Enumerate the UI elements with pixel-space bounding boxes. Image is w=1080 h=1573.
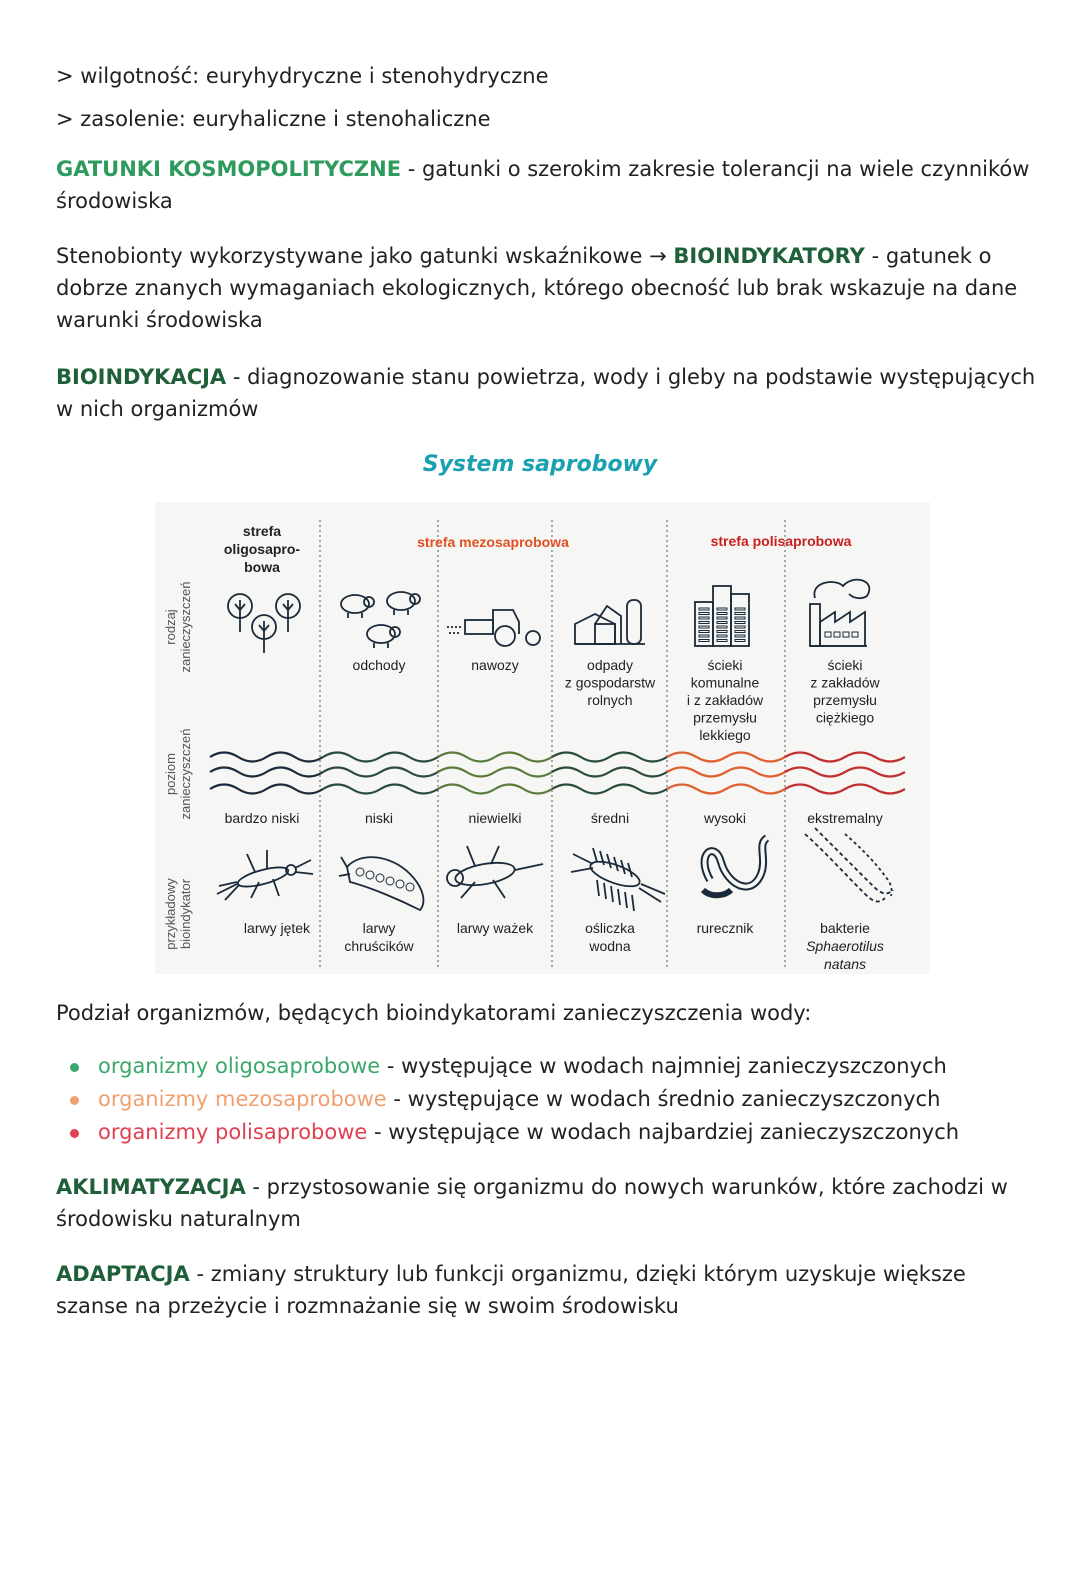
organism-label: chruścików: [344, 938, 414, 954]
source-label: przemysłu: [813, 692, 877, 708]
term-poli: organizmy polisaprobowe: [98, 1120, 368, 1144]
factory-icon: [810, 580, 869, 646]
source-label: z gospodarstw: [564, 674, 656, 691]
list-item-oligo: [70, 1050, 959, 1083]
level-label: niski: [364, 810, 394, 826]
water-wave: [438, 768, 552, 777]
level-label: ekstremalny: [807, 810, 883, 826]
diagram-title: System saprobowy: [422, 452, 658, 477]
term-kosmopolityczne: GATUNKI KOSMOPOLITYCZNE: [56, 157, 402, 181]
pig-icon: [341, 595, 374, 618]
water-wave: [438, 785, 552, 794]
water-louse-icon: [571, 848, 665, 911]
organism-label: rurecznik: [696, 920, 754, 936]
source-label: ciężkiego: [815, 709, 875, 726]
para-bioindykatory: [56, 240, 1036, 336]
def-oligo: - występujące w wodach najmniej zanieczyszczonych: [380, 1054, 947, 1078]
zone-label-oligo: bowa: [244, 559, 280, 575]
organism-label: bakterie: [820, 920, 870, 936]
source-label: komunalne: [690, 674, 760, 691]
term-oligo: organizmy oligosaprobowe: [98, 1054, 381, 1078]
bacteria-icon: [805, 828, 893, 901]
water-wave: [323, 753, 438, 762]
water-wave: [323, 768, 438, 777]
def-bioindykatory: - gatunek o dobrze znanych wymaganiach ekologicznych, którego obecność lub brak wskazuje na dane warunki środowiska: [56, 244, 1018, 332]
steno-intro: Stenobionty wykorzystywane jako gatunki wskaźnikowe →: [56, 244, 674, 268]
source-label: i z zakładów: [686, 692, 764, 708]
organism-label: larwy jętek: [243, 920, 311, 936]
source-label: przemysłu: [693, 709, 757, 726]
line-zasolenie: > zasolenie: euryhaliczne i stenohaliczne: [56, 107, 491, 131]
def-kosmopolityczne: - gatunki o szerokim zakresie tolerancji na wiele czynników środowiska: [56, 157, 1030, 213]
term-mezo: organizmy mezosaprobowe: [98, 1087, 387, 1111]
zone-label-poli: strefa polisaprobowa: [710, 533, 852, 549]
division-list: [70, 1050, 959, 1149]
tractor-icon: [447, 610, 540, 646]
organism-label: Sphaerotilus: [806, 938, 884, 954]
organism-label: larwy: [362, 920, 396, 936]
source-label: nawozy: [471, 657, 519, 673]
term-aklimatyzacja: AKLIMATYZACJA: [56, 1175, 246, 1199]
zone-label-mezo: strefa mezosaprobowa: [417, 534, 569, 550]
division-intro: Podział organizmów, będących bioindykatorami zanieczyszczenia wody:: [56, 1001, 812, 1025]
tree-icon: [252, 615, 276, 653]
level-label: niewielki: [468, 810, 522, 826]
buildings-icon: [695, 586, 749, 646]
source-label: ścieki: [827, 657, 863, 673]
mayfly-larva-icon: [217, 850, 313, 900]
water-wave: [785, 785, 905, 794]
source-label: lekkiego: [699, 727, 751, 743]
para-bioindykacja: [56, 361, 1036, 425]
line-wilgotnosc: > wilgotność: euryhydryczne i stenohydryczne: [56, 64, 549, 88]
saprobic-system-diagram: [155, 502, 930, 974]
def-aklimatyzacja: - przystosowanie się organizmu do nowych warunków, które zachodzi w środowisku naturalnym: [56, 1175, 1008, 1231]
bullet-dot-icon: [70, 1129, 79, 1138]
def-adaptacja: - zmiany struktury lub funkcji organizmu, dzięki którym uzyskuje większe szanse na przeżycie i rozmnażanie się w swoim środowisku: [56, 1262, 966, 1318]
bullet-dot-icon: [70, 1063, 79, 1072]
para-aklimatyzacja: [56, 1171, 1036, 1235]
tubifex-worm-icon: [703, 838, 767, 895]
term-bioindykatory: BIOINDYKATORY: [673, 244, 865, 268]
organism-label: ośliczka: [585, 920, 635, 936]
list-item-poli: [70, 1116, 959, 1149]
term-bioindykacja: BIOINDYKACJA: [56, 365, 227, 389]
organism-label: larwy ważek: [456, 920, 534, 936]
level-label: wysoki: [703, 810, 747, 826]
para-kosmopolityczne: [56, 153, 1036, 217]
organism-label: wodna: [589, 938, 631, 954]
level-label: średni: [590, 810, 630, 826]
row-label-przyklad: bioindykator: [178, 878, 193, 950]
source-label: z zakładów: [810, 674, 880, 691]
para-adaptacja: [56, 1258, 1036, 1322]
row-label-przyklad: przykładowy: [163, 878, 178, 950]
water-wave: [552, 768, 667, 777]
row-label-poziom: poziom: [163, 753, 178, 795]
row-label-poziom: zanieczyszczeń: [178, 728, 193, 820]
water-wave: [785, 753, 905, 762]
water-wave: [552, 785, 667, 794]
farm-icon: [575, 600, 645, 644]
water-wave: [210, 785, 323, 794]
zone-label-oligo: oligosapro-: [223, 541, 301, 557]
water-wave: [552, 753, 667, 762]
caddisfly-larva-icon: [339, 857, 423, 910]
water-wave: [210, 768, 323, 777]
source-label: odchody: [352, 657, 406, 673]
level-label: bardzo niski: [224, 810, 300, 826]
def-poli: - występujące w wodach najbardziej zanieczyszczonych: [367, 1120, 960, 1144]
dragonfly-larva-icon: [447, 846, 543, 898]
term-adaptacja: ADAPTACJA: [56, 1262, 190, 1286]
water-wave: [438, 753, 552, 762]
list-item-mezo: [70, 1083, 959, 1116]
bullet-dot-icon: [70, 1096, 79, 1105]
water-wave: [210, 753, 323, 762]
water-wave: [667, 768, 785, 777]
water-wave: [323, 785, 438, 794]
water-wave: [785, 768, 905, 777]
tree-icon: [276, 594, 300, 632]
def-bioindykacja: - diagnozowanie stanu powietrza, wody i gleby na podstawie występujących w nich organizmów: [56, 365, 1036, 421]
organism-label: natans: [823, 956, 867, 972]
source-label: ścieki: [707, 657, 743, 673]
tree-icon: [228, 594, 252, 632]
pig-icon: [367, 625, 400, 648]
source-label: odpady: [587, 657, 633, 673]
source-label: rolnych: [587, 692, 633, 708]
water-wave: [667, 785, 785, 794]
pig-icon: [387, 592, 420, 615]
row-label-rodzaj: zanieczyszczeń: [178, 581, 193, 673]
zone-label-oligo: strefa: [242, 523, 282, 539]
water-wave: [667, 753, 785, 762]
row-label-rodzaj: rodzaj: [163, 609, 178, 645]
def-mezo: - występujące w wodach średnio zanieczyszczonych: [386, 1087, 941, 1111]
